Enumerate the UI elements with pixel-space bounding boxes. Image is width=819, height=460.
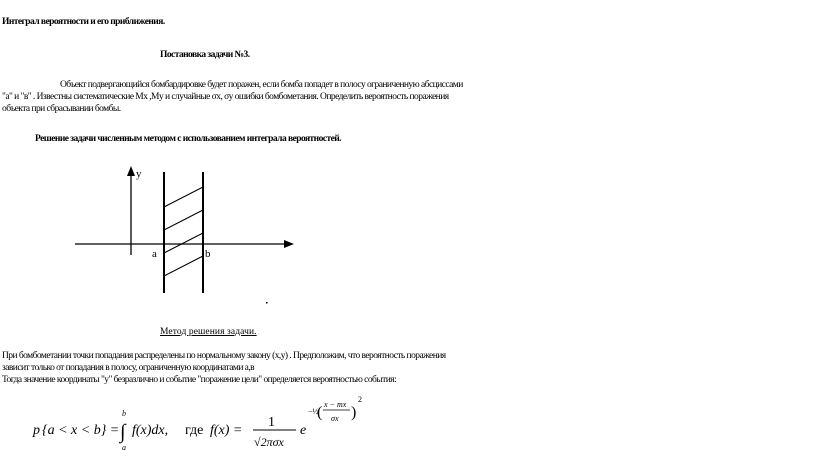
integral-lower-limit: a: [122, 443, 126, 452]
exp-denominator: σx: [331, 414, 339, 423]
where-word: где: [185, 423, 204, 438]
problem-line-3: объекта при сбрасывании бомбы.: [2, 104, 121, 114]
formula-p: p: [33, 423, 40, 438]
integral-sign-icon: ∫: [120, 421, 126, 443]
task-heading: Постановка задачи №3.: [160, 50, 250, 60]
strip-label-a: a: [152, 248, 157, 260]
exp-numerator: x − mx: [324, 400, 347, 409]
exp-left-paren: (: [317, 404, 323, 421]
method-heading: Метод решения задачи.: [160, 327, 257, 337]
x-axis-arrow-icon: [284, 240, 294, 248]
method-line-3: Тогда значение координаты "y" безразлично и событие "поражение цели" определяется вероятностью события:: [2, 375, 397, 385]
hatch-line: [164, 187, 203, 207]
exp-base: e: [300, 423, 307, 438]
stray-dot: [266, 302, 268, 304]
method-line-1: При бомбометании точки попадания распределены по нормальному закону (x,y) . Предположим, что вероятность поражения: [2, 351, 446, 361]
exp-power: 2: [358, 395, 362, 404]
formula-inequality: {a < x < b} =: [42, 423, 120, 438]
integral-upper-limit: b: [122, 409, 126, 418]
exp-minus-half: −½: [308, 407, 319, 416]
probability-formula: [28, 392, 388, 458]
y-axis-arrow-icon: [127, 166, 135, 176]
integrand: f(x)dx,: [132, 423, 169, 438]
problem-line-1: Объект подвергающийся бомбардировке будет поражен, если бомба попадет в полосу ограниченную абсциссами: [60, 80, 463, 90]
solution-heading: Решение задачи численным методом с использованием интеграла вероятностей.: [35, 134, 341, 144]
hatch-line: [164, 233, 203, 253]
hatch-line: [164, 256, 203, 276]
strip-diagram: [70, 160, 300, 310]
document-title: Интеграл вероятности и его приближения.: [2, 17, 165, 27]
problem-line-2: "a" и "в" . Известны систематические Mx ,My и случайные σx, σy ошибки бомбометания. Определить вероятность поражения: [2, 92, 449, 102]
strip-label-b: b: [205, 248, 211, 260]
density-function: f(x) =: [210, 423, 243, 438]
fraction-numerator: 1: [268, 415, 275, 430]
method-line-2: зависит только от попадания в полосу, ограниченную координатами a,в: [2, 363, 255, 373]
fraction-denominator: √2πσx: [254, 435, 284, 449]
hatch-line: [164, 210, 203, 230]
exp-right-paren: ): [351, 404, 357, 421]
y-axis-label: y: [136, 168, 142, 180]
